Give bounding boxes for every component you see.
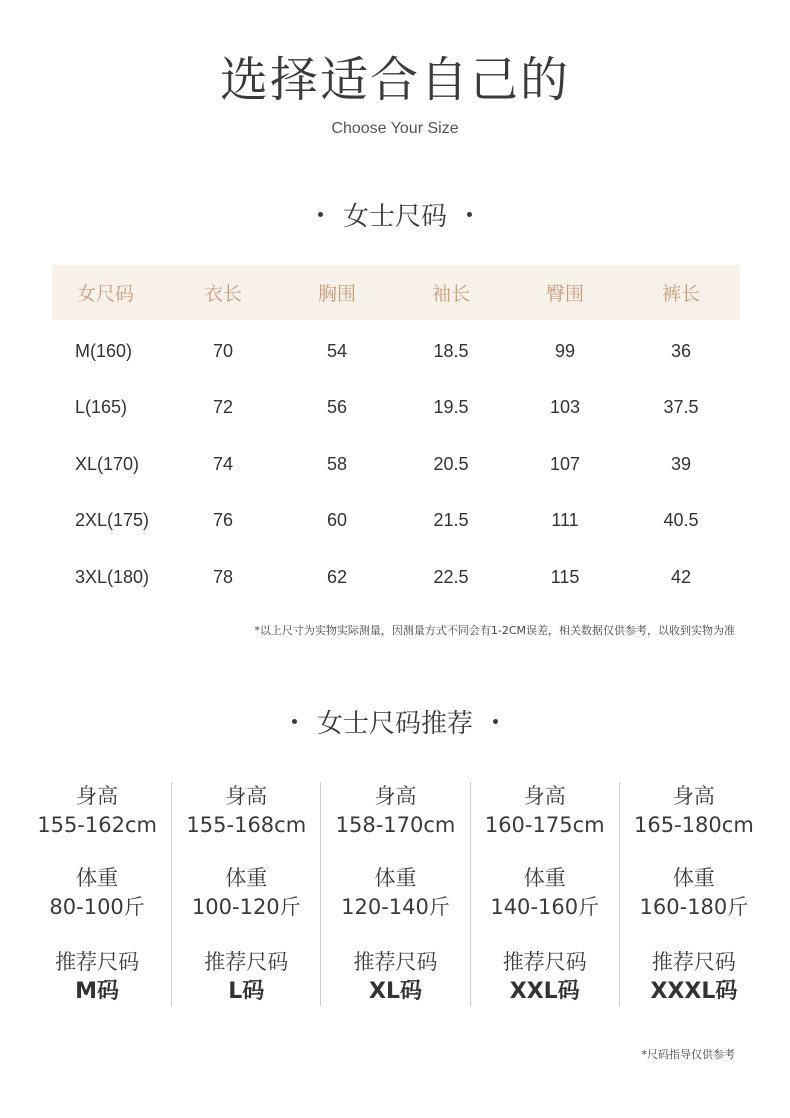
table-cell: 78 xyxy=(212,566,234,587)
table-header-cell: 袖长 xyxy=(431,283,470,305)
section-title-text: 女士尺码推荐 xyxy=(316,709,473,739)
size-table xyxy=(52,265,740,606)
table-row xyxy=(52,493,740,550)
height-label: 身高 xyxy=(672,784,715,808)
table-cell: 56 xyxy=(326,397,348,418)
recommended-size: L码 xyxy=(228,979,265,1004)
bullet-dot-icon xyxy=(318,212,323,217)
weight-label: 体重 xyxy=(672,866,715,890)
size-recommendation-grid xyxy=(23,782,768,1006)
table-cell: 40.5 xyxy=(663,510,699,531)
recommended-size-label: 推荐尺码 xyxy=(651,950,736,974)
weight-range: 160-180斤 xyxy=(639,895,749,919)
table-row xyxy=(52,323,740,380)
recommendation-column xyxy=(23,782,172,1006)
table-cell: 107 xyxy=(549,453,581,474)
measurement-note: *以上尺寸为实物实际测量，因测量方式不同会有1-2CM误差，相关数据仅供参考，以收到实物为准 xyxy=(254,624,735,637)
table-cell: 21.5 xyxy=(433,510,469,531)
weight-range: 100-120斤 xyxy=(191,895,301,919)
weight-label: 体重 xyxy=(374,866,417,890)
recommended-size: XL码 xyxy=(369,979,422,1004)
table-cell: 58 xyxy=(326,453,348,474)
table-header-cell: 胸围 xyxy=(317,283,356,305)
size-label-cell: XL(170) xyxy=(75,453,140,474)
bullet-dot-icon xyxy=(292,719,297,724)
table-cell: 19.5 xyxy=(433,397,469,418)
table-cell: 54 xyxy=(326,340,348,361)
page-title: 选择适合自己的 xyxy=(219,52,570,108)
height-label: 身高 xyxy=(76,784,119,808)
recommended-size-label: 推荐尺码 xyxy=(353,950,438,974)
table-row xyxy=(52,436,740,493)
recommended-size: XXL码 xyxy=(509,979,580,1004)
section-title-text: 女士尺码 xyxy=(342,202,447,232)
table-cell: 115 xyxy=(550,566,580,587)
recommendation-column xyxy=(471,782,620,1006)
table-cell: 36 xyxy=(670,340,692,361)
section-title-recommendation xyxy=(0,706,790,742)
height-label: 身高 xyxy=(523,784,566,808)
weight-range: 140-160斤 xyxy=(490,895,600,919)
table-cell: 39 xyxy=(670,453,692,474)
recommended-size-label: 推荐尺码 xyxy=(502,950,587,974)
table-cell: 60 xyxy=(326,510,348,531)
table-cell: 70 xyxy=(212,340,234,361)
weight-range: 80-100斤 xyxy=(49,895,145,919)
recommendation-column xyxy=(321,782,470,1006)
table-cell: 74 xyxy=(212,453,234,474)
weight-label: 体重 xyxy=(76,866,119,890)
table-header-cell: 臀围 xyxy=(545,283,584,305)
recommendation-column xyxy=(620,782,768,1006)
bullet-dot-icon xyxy=(493,719,498,724)
height-range: 165-180cm xyxy=(634,813,754,837)
size-label-cell: M(160) xyxy=(75,340,133,361)
table-header-cell: 裤长 xyxy=(661,283,700,305)
table-cell: 62 xyxy=(326,566,348,587)
table-row xyxy=(52,549,740,606)
table-cell: 72 xyxy=(212,397,234,418)
recommendation-column xyxy=(172,782,321,1006)
table-header xyxy=(52,265,740,320)
table-cell: 22.5 xyxy=(433,566,469,587)
table-cell: 103 xyxy=(549,397,581,418)
table-cell: 20.5 xyxy=(433,453,469,474)
table-body xyxy=(52,320,740,606)
recommended-size: M码 xyxy=(75,979,120,1004)
table-row xyxy=(52,380,740,437)
table-cell: 18.5 xyxy=(433,340,469,361)
height-label: 身高 xyxy=(374,784,417,808)
height-range: 155-168cm xyxy=(186,813,307,837)
weight-label: 体重 xyxy=(523,866,566,890)
recommended-size: XXXL码 xyxy=(650,979,738,1004)
table-cell: 76 xyxy=(212,510,234,531)
height-label: 身高 xyxy=(225,784,268,808)
table-cell: 42 xyxy=(670,566,692,587)
size-label-cell: 2XL(175) xyxy=(75,510,150,531)
recommended-size-label: 推荐尺码 xyxy=(204,950,289,974)
height-range: 155-162cm xyxy=(37,813,157,837)
guide-note: *尺码指导仅供参考 xyxy=(641,1048,735,1061)
size-label-cell: L(165) xyxy=(75,397,128,418)
table-cell: 111 xyxy=(551,510,579,531)
size-label-cell: 3XL(180) xyxy=(75,566,150,587)
bullet-dot-icon xyxy=(467,212,472,217)
weight-label: 体重 xyxy=(225,866,268,890)
table-header-cell: 女尺码 xyxy=(77,283,135,305)
recommended-size-label: 推荐尺码 xyxy=(55,950,140,974)
table-cell: 99 xyxy=(554,340,576,361)
section-title-size-chart xyxy=(0,199,790,235)
weight-range: 120-140斤 xyxy=(341,895,450,919)
height-range: 158-170cm xyxy=(335,813,456,837)
height-range: 160-175cm xyxy=(484,813,605,837)
table-cell: 37.5 xyxy=(663,397,699,418)
page-subtitle: Choose Your Size xyxy=(331,120,459,137)
table-header-cell: 衣长 xyxy=(203,283,242,305)
